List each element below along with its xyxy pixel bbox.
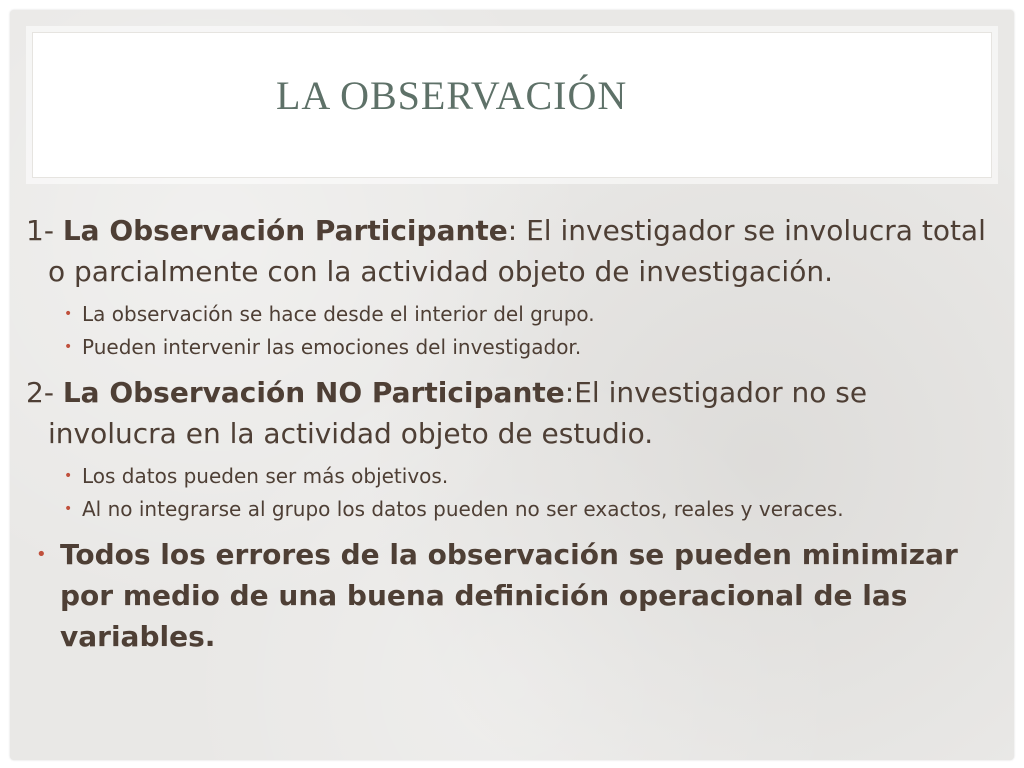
subitem-text: Los datos pueden ser más objetivos. [82, 464, 449, 488]
item-2-heading: La Observación NO Participante [62, 376, 565, 409]
bullet-icon: • [64, 468, 73, 484]
subitem-text: Al no integrarse al grupo los datos pueden no ser exactos, reales y veraces. [82, 497, 844, 521]
slide-content [26, 210, 1000, 657]
bullet-icon: • [64, 501, 73, 517]
bullet-icon: • [36, 544, 47, 565]
subitem [26, 298, 1000, 331]
item-1 [26, 210, 1000, 292]
item-2-subitems [26, 460, 1000, 526]
item-1-prefix: 1- [26, 214, 63, 247]
subitem [26, 493, 1000, 526]
item-2-prefix: 2- [26, 376, 63, 409]
slide-title: LA OBSERVACIÓN [276, 73, 628, 118]
item-1-text: : El investigador se involucra total o parcialmente con la actividad objeto de investigación. [48, 214, 986, 288]
subitem-text: La observación se hace desde el interior del grupo. [82, 302, 595, 326]
item-1-heading: La Observación Participante [62, 214, 508, 247]
subitem [26, 460, 1000, 493]
item-3 [26, 534, 1000, 657]
subitem-text: Pueden intervenir las emociones del investigador. [82, 335, 582, 359]
bullet-icon: • [64, 306, 73, 322]
slide [10, 10, 1014, 760]
item-1-subitems [26, 298, 1000, 364]
item-2-text: :El investigador no se involucra en la actividad objeto de estudio. [48, 376, 868, 450]
item-2 [26, 372, 1000, 454]
item-3-text: Todos los errores de la observación se pueden minimizar por medio de una buena definición operacional de las variables. [60, 538, 958, 653]
bullet-icon: • [64, 339, 73, 355]
subitem [26, 331, 1000, 364]
